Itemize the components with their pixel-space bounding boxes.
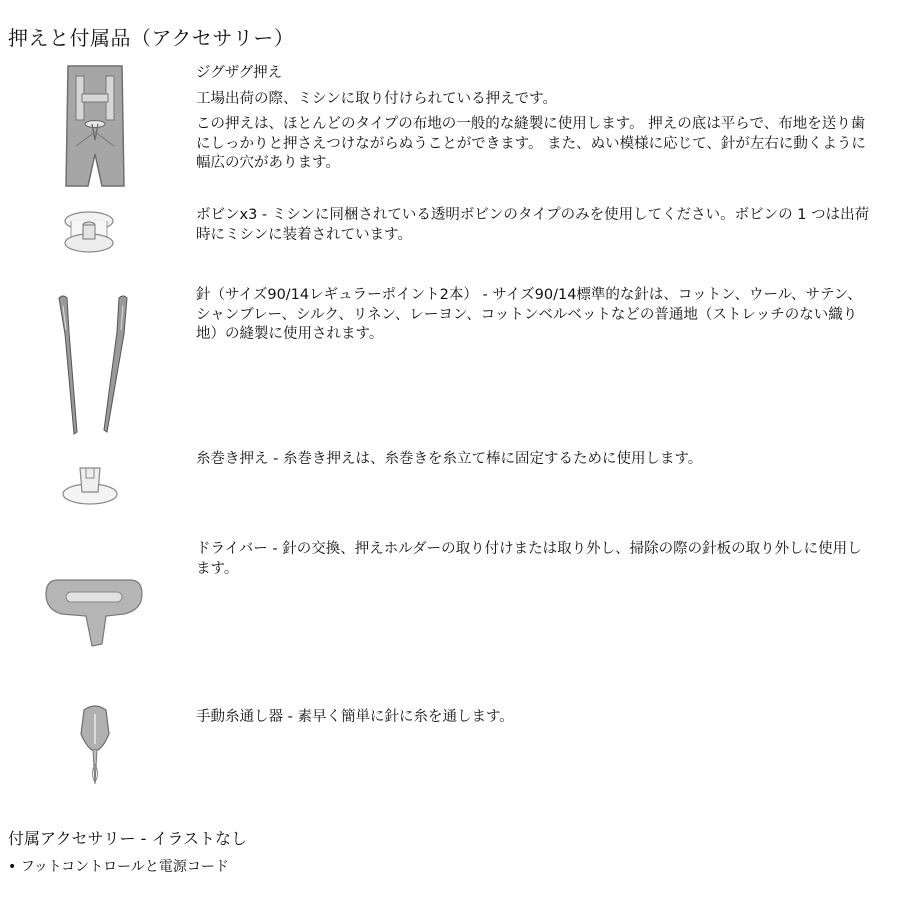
footer-bullet-item: • フットコントロールと電源コード [8, 859, 229, 875]
item-text: ドライバー - 針の交換、押えホルダーの取り付けまたは取り外し、掃除の際の針板の取り外しに使用します。 [196, 541, 862, 577]
needle-threader-icon [76, 704, 114, 786]
bobbin-icon [62, 205, 116, 261]
item-text: この押えは、ほとんどのタイプの布地の一般的な縫製に使用します。 押えの底は平らで、布地を送り歯にしっかりと押さえつけながらぬうことができます。 また、ぬい模様に応じて、針が左右に動くように幅広の穴があります。 [196, 116, 866, 172]
item-screwdriver [196, 540, 876, 585]
spool-cap-icon [60, 462, 120, 508]
needles-icon [55, 292, 135, 438]
zigzag-foot-icon [62, 62, 128, 190]
item-bobbin [196, 206, 876, 251]
item-text: 針（サイズ90/14レギュラーポイント2本） - サイズ90/14標準的な針は、コットン、ウール、サテン、シャンブレー、シルク、リネン、レーヨン、コットンベルベットなどの普通地（ストレッチのない織り地）の縫製に使用されます。 [196, 287, 862, 343]
item-text: 手動糸通し器 - 素早く簡単に針に糸を通します。 [196, 709, 514, 725]
item-needles [196, 286, 876, 351]
item-text: 糸巻き押え - 糸巻き押えは、糸巻きを糸立て棒に固定するために使用します。 [196, 451, 703, 467]
item-needle-threader [196, 708, 876, 734]
item-text: 工場出荷の際、ミシンに取り付けられている押えです。 [196, 90, 557, 107]
item-zigzag-foot [196, 64, 876, 180]
page-title: 押えと付属品（アクセサリー） [8, 26, 295, 50]
item-text: ボビンx3 - ミシンに同梱されている透明ボビンのタイプのみを使用してください。ボビンの 1 つは出荷時にミシンに装着されています。 [196, 207, 870, 243]
item-spool-cap [196, 450, 876, 476]
footer-title: 付属アクセサリー - イラストなし [8, 829, 247, 848]
item-name: ジグザグ押え [196, 65, 283, 81]
screwdriver-icon [44, 578, 144, 648]
